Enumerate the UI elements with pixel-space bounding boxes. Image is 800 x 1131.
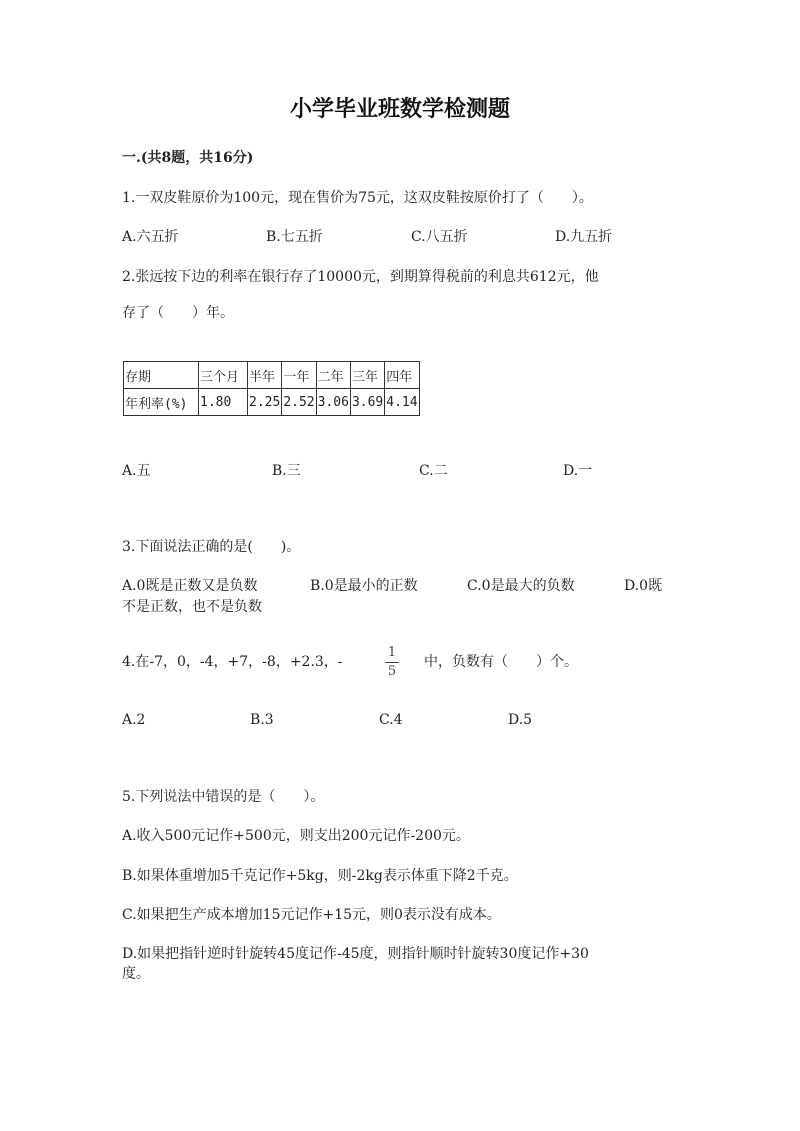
fraction-denominator: 5 — [387, 664, 397, 679]
table-cell: 3.06 — [316, 389, 350, 416]
table-header-cell: 半年 — [248, 362, 282, 389]
table-header-cell: 二年 — [316, 362, 350, 389]
table-header-cell: 四年 — [385, 362, 419, 389]
question-5-option-c: C.如果把生产成本增加15元记作+15元，则0表示没有成本。 — [122, 907, 501, 923]
question-1-text: 1.一双皮鞋原价为100元，现在售价为75元，这双皮鞋按原价打了（ ）。 — [122, 190, 593, 206]
table-cell: 4.14 — [385, 389, 419, 416]
table-header-cell: 存期 — [124, 362, 199, 389]
question-3-option-c: C.0是最大的负数 — [467, 578, 575, 594]
question-2-text-line2: 存了（ ）年。 — [122, 305, 234, 321]
question-2-text-line1: 2.张远按下边的利率在银行存了10000元，到期算得税前的利息共612元，他 — [122, 269, 599, 285]
table-header-cell: 三个月 — [199, 362, 248, 389]
question-1-option-d: D.九五折 — [555, 229, 613, 245]
question-3-option-d-continued: 不是正数，也不是负数 — [122, 599, 262, 615]
table-row — [124, 389, 420, 416]
page-title: 小学毕业班数学检测题 — [289, 96, 510, 122]
question-3-text: 3.下面说法正确的是( )。 — [122, 539, 301, 555]
table-header-cell: 一年 — [282, 362, 316, 389]
question-3-option-d: D.0既 — [624, 578, 663, 594]
interest-rate-table — [123, 361, 420, 416]
question-1-option-a: A.六五折 — [122, 229, 179, 245]
question-4-option-b: B.3 — [250, 712, 274, 728]
table-header-row — [124, 362, 420, 389]
question-2-option-d: D.一 — [563, 463, 593, 479]
question-2-option-b: B.三 — [272, 463, 301, 479]
question-2-option-c: C.二 — [419, 463, 448, 479]
question-1-option-b: B.七五折 — [266, 229, 323, 245]
question-1-option-c: C.八五折 — [411, 229, 468, 245]
question-5-option-d-continued: 度。 — [122, 966, 150, 982]
question-5-option-a: A.收入500元记作+500元，则支出200元记作-200元。 — [122, 828, 470, 844]
question-5-option-d: D.如果把指针逆时针旋转45度记作-45度，则指针顺时针旋转30度记作+30 — [122, 946, 589, 962]
question-5-option-b: B.如果体重增加5千克记作+5kg，则-2kg表示体重下降2千克。 — [122, 868, 518, 884]
table-header-cell: 三年 — [350, 362, 384, 389]
fraction-numerator: 1 — [387, 645, 397, 660]
question-5-text: 5.下列说法中错误的是（ ）。 — [122, 789, 325, 805]
table-cell: 3.69 — [350, 389, 384, 416]
question-4-option-d: D.5 — [508, 712, 533, 728]
table-cell: 2.25 — [248, 389, 282, 416]
question-4-text-after: 中，负数有（ ）个。 — [424, 654, 578, 670]
question-3-option-a: A.0既是正数又是负数 — [122, 578, 258, 594]
question-3-option-b: B.0是最小的正数 — [310, 578, 418, 594]
table-cell: 2.52 — [282, 389, 316, 416]
question-4-option-c: C.4 — [379, 712, 403, 728]
table-cell: 年利率(%) — [124, 389, 199, 416]
fraction-one-fifth — [385, 646, 399, 679]
question-4-text-before: 4.在-7，0，-4，+7，-8，+2.3，- — [122, 654, 343, 670]
question-4-option-a: A.2 — [122, 712, 146, 728]
table-cell: 1.80 — [199, 389, 248, 416]
question-2-option-a: A.五 — [122, 463, 151, 479]
section-heading: 一.(共8题，共16分) — [122, 150, 254, 166]
fraction-bar — [385, 662, 399, 663]
